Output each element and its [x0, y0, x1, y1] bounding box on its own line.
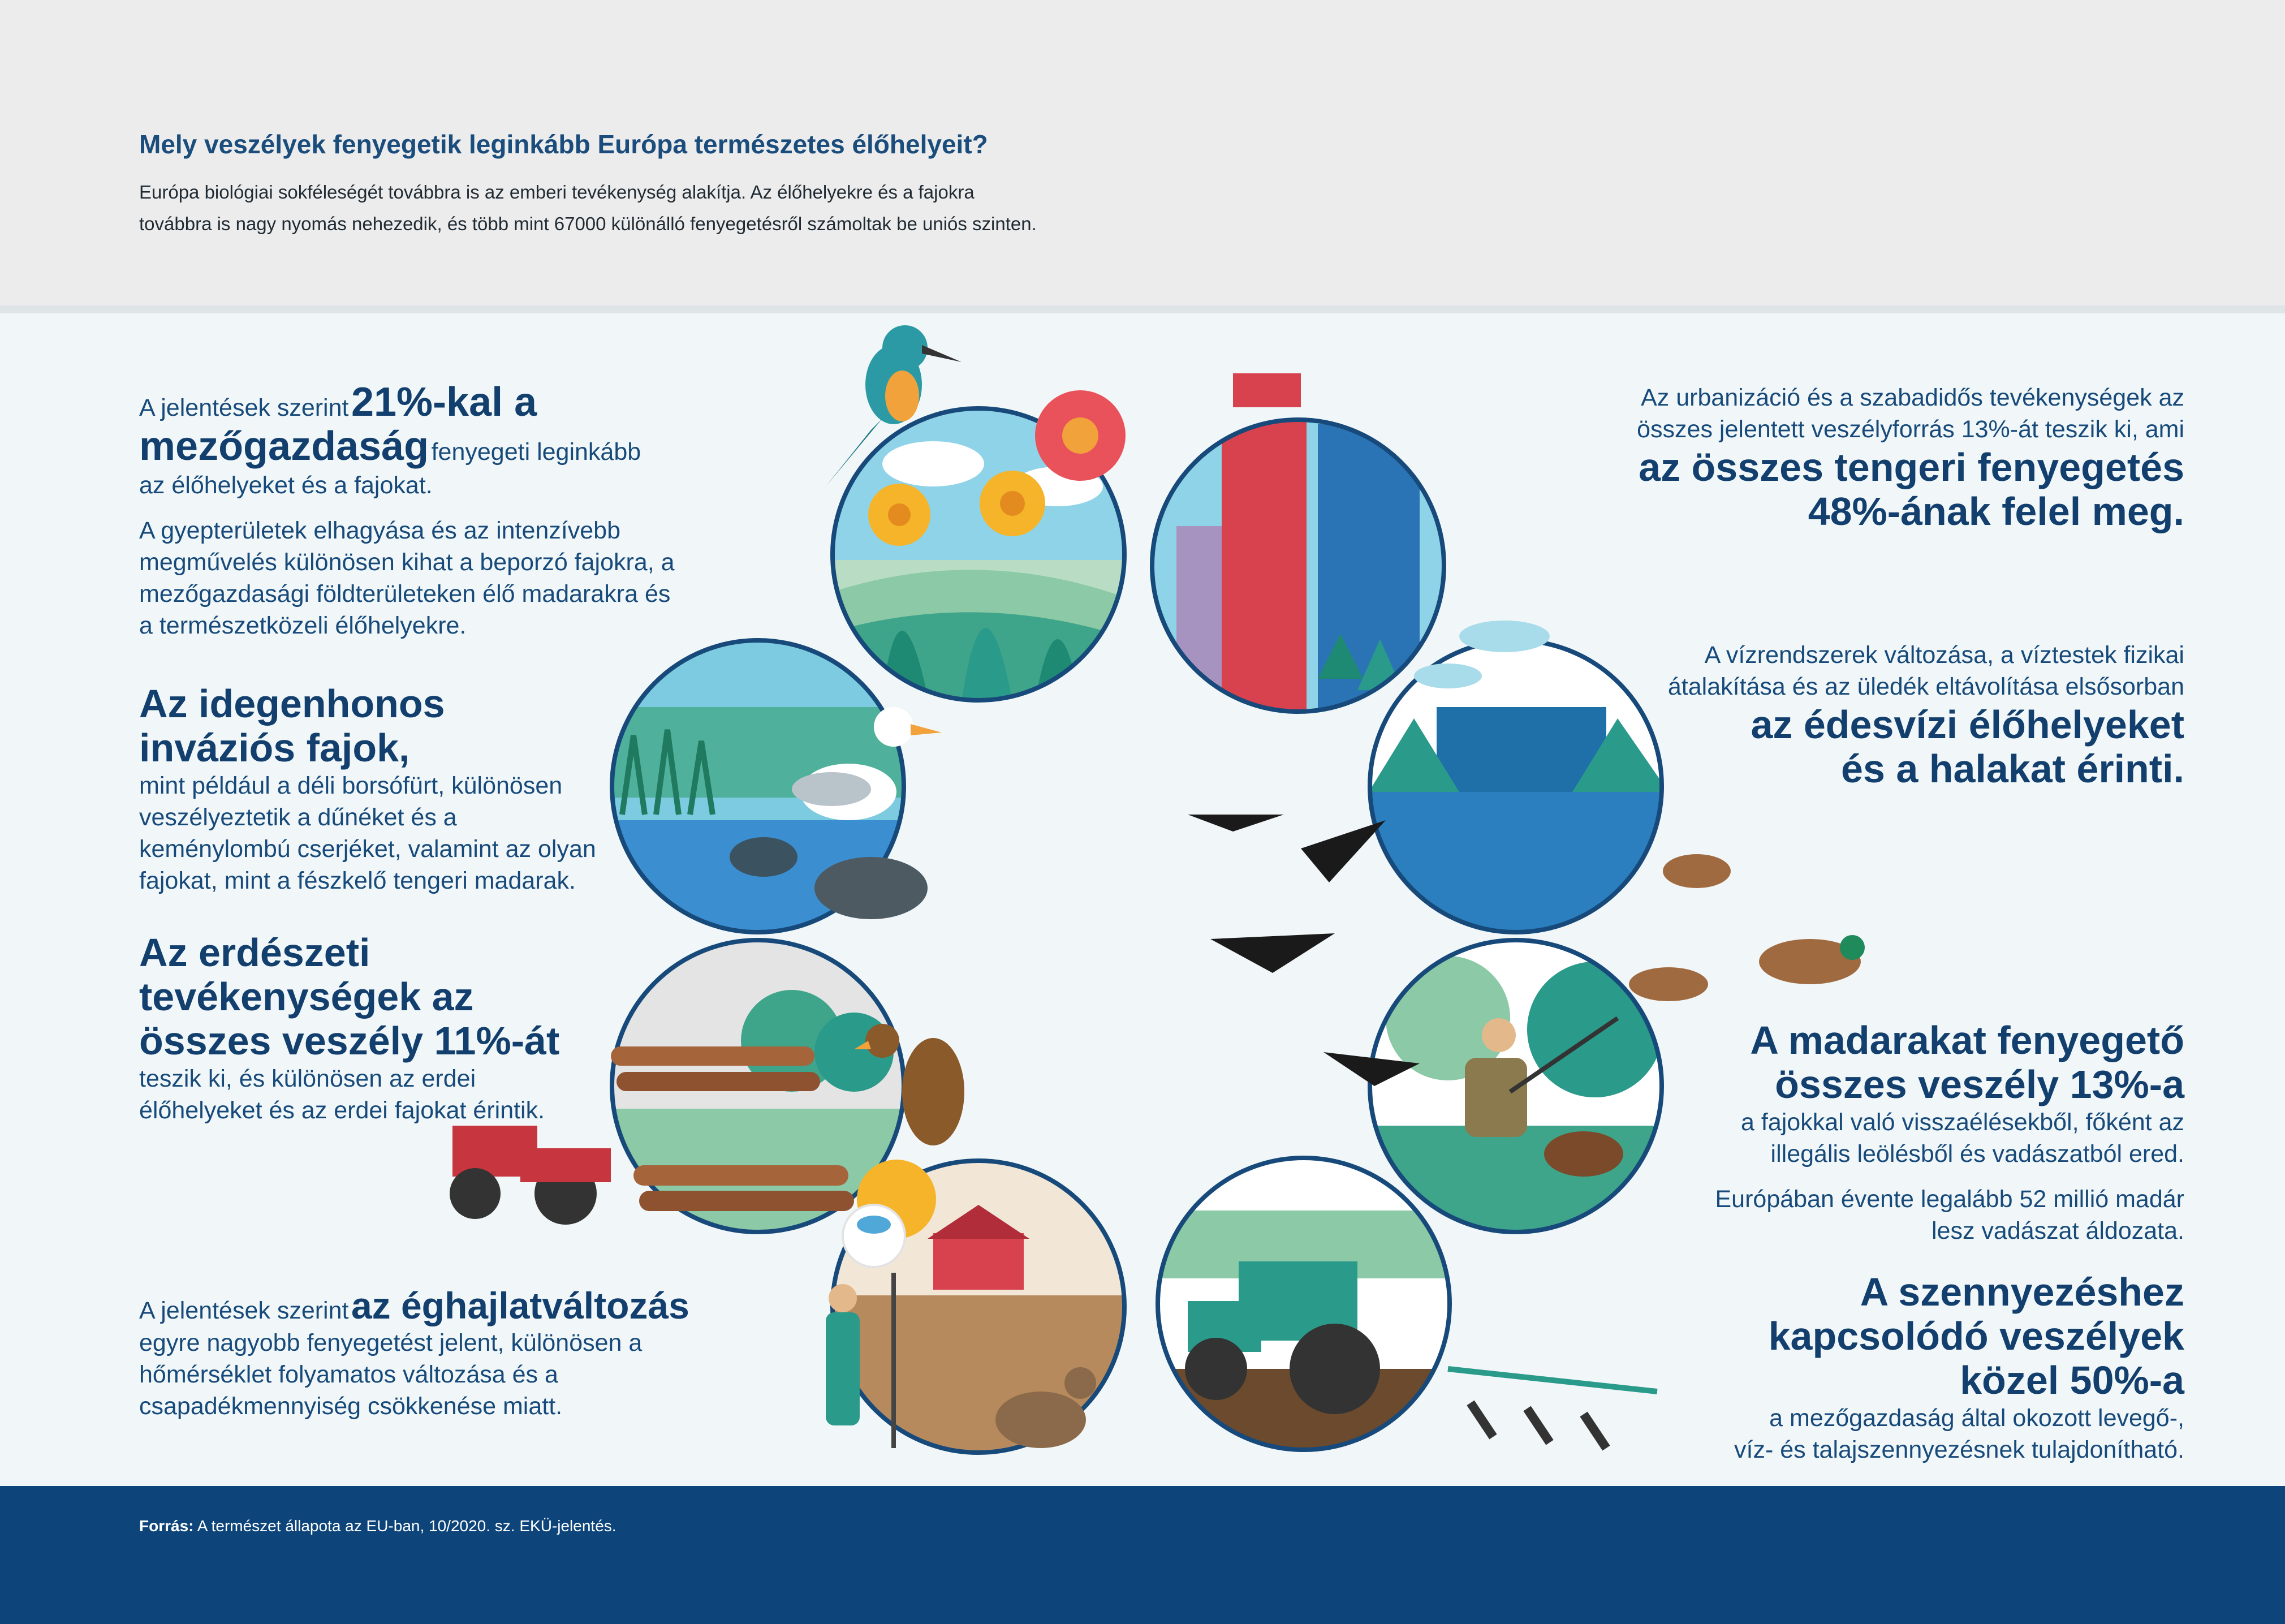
footer-bar	[0, 1486, 2285, 1624]
forestry-heading: tevékenységek az	[139, 975, 474, 1019]
climate-highlight: az éghajlatváltozás	[351, 1285, 689, 1326]
invasive-detail: veszélyeztetik a dűnéket és a	[139, 804, 457, 831]
climate-detail: hőmérséklet folyamatos változása és a	[139, 1361, 558, 1388]
forestry-block	[139, 931, 559, 1126]
footer-citation: A természet állapota az EU-ban, 10/2020. sz. EKÜ-jelentés.	[197, 1517, 616, 1535]
urban-heading: az összes tengeri fenyegetés	[1639, 445, 2184, 489]
plough-icon	[1448, 1369, 1657, 1448]
agriculture-block	[139, 379, 675, 641]
birds-block	[1715, 1018, 2185, 1247]
water-heading: és a halakat érinti.	[1841, 747, 2184, 791]
forestry-heading: Az erdészeti	[139, 931, 370, 975]
water-block	[1668, 639, 2184, 791]
invasive-detail: keménylombú cserjéket, valamint az olyan	[139, 835, 596, 863]
forestry-heading: összes veszély 11%-át	[139, 1019, 560, 1063]
invasive-heading: Az idegenhonos	[139, 682, 445, 726]
agriculture-intro: A jelentések szerint	[139, 394, 349, 421]
pollution-heading: közel 50%-a	[1960, 1358, 2184, 1402]
agriculture-detail: mezőgazdasági földterületeken élő madarakra és	[139, 580, 671, 608]
agriculture-highlight-1: 21%-kal a	[351, 380, 537, 425]
agriculture-detail: megművelés különösen kihat a beporzó fajokra, a	[139, 549, 675, 576]
urban-block	[1637, 382, 2184, 533]
invasive-block	[139, 682, 596, 897]
agriculture-detail: A gyepterületek elhagyása és az intenzívebb	[139, 517, 621, 544]
birds-heading: összes veszély 13%-a	[1775, 1062, 2184, 1106]
water-line: A vízrendszerek változása, a víztestek fizikai	[1704, 641, 2184, 669]
subtitle-line: Európa biológiai sokféleségét továbbra is az emberi tevékenység alakítja. Az élőhelyekre és a fajokra	[139, 182, 975, 203]
climate-detail: egyre nagyobb fenyegetést jelent, különösen a	[139, 1329, 643, 1356]
agriculture-detail: a természetközeli élőhelyekre.	[139, 612, 467, 639]
tractor-icon	[450, 1126, 611, 1225]
pollution-block	[1734, 1270, 2184, 1466]
skyscraper-icon	[1233, 373, 1301, 407]
climate-intro: A jelentések szerint	[139, 1297, 349, 1324]
footer-source	[139, 1517, 616, 1535]
agriculture-after: fenyegeti leginkább	[431, 438, 641, 466]
pollution-circle	[1154, 1154, 1459, 1459]
invasive-detail: mint például a déli borsófürt, különösen	[139, 772, 563, 799]
page-title: Mely veszélyek fenyegetik leginkább Európa természetes élőhelyeit?	[139, 130, 988, 159]
pollution-line: víz- és talajszennyezésnek tulajdonítható.	[1734, 1436, 2184, 1463]
invasive-detail: fajokat, mint a fészkelő tengeri madarak.	[139, 867, 576, 894]
birds-line: a fajokkal való visszaélésekből, főként az	[1741, 1109, 2184, 1136]
climate-block	[139, 1284, 689, 1422]
birds-heading: A madarakat fenyegető	[1750, 1018, 2184, 1062]
city-circle	[1148, 396, 1454, 724]
birds-stat: lesz vadászat áldozata.	[1932, 1217, 2184, 1244]
invasive-heading: inváziós fajok,	[139, 726, 410, 770]
birds-line: illegális leölésből és vadászatból ered.	[1770, 1140, 2184, 1168]
climate-detail: csapadékmennyiség csökkenése miatt.	[139, 1393, 563, 1420]
water-line: átalakítása és az üledék eltávolítása elsősorban	[1667, 673, 2184, 700]
footer-label: Forrás:	[139, 1517, 194, 1535]
urban-heading: 48%-ának felel meg.	[1808, 489, 2184, 533]
forestry-detail: élőhelyeket és az erdei fajokat érintik.	[139, 1097, 545, 1124]
agriculture-line: az élőhelyeket és a fajokat.	[139, 472, 433, 499]
pollution-heading: A szennyezéshez	[1860, 1270, 2184, 1314]
urban-line: összes jelentett veszélyforrás 13%-át teszik ki, ami	[1637, 416, 2184, 443]
agriculture-highlight-2: mezőgazdaság	[139, 424, 429, 469]
water-heading: az édesvízi élőhelyeket	[1751, 703, 2184, 747]
forestry-detail: teszik ki, és különösen az erdei	[139, 1065, 476, 1092]
pollution-line: a mezőgazdaság által okozott levegő-,	[1769, 1405, 2184, 1432]
urban-line: Az urbanizáció és a szabadidős tevékenységek az	[1641, 384, 2184, 411]
duck-flight-icon	[1629, 854, 1865, 1001]
birds-stat: Európában évente legalább 52 millió madár	[1715, 1186, 2184, 1213]
pollution-heading: kapcsolódó veszélyek	[1768, 1314, 2184, 1358]
subtitle-line: továbbra is nagy nyomás nehezedik, és több mint 67000 különálló fenyegetésről számoltak be uniós szinten.	[139, 213, 1037, 234]
cloud-rain-icon	[843, 1205, 905, 1267]
dam-circle	[1363, 639, 1669, 945]
